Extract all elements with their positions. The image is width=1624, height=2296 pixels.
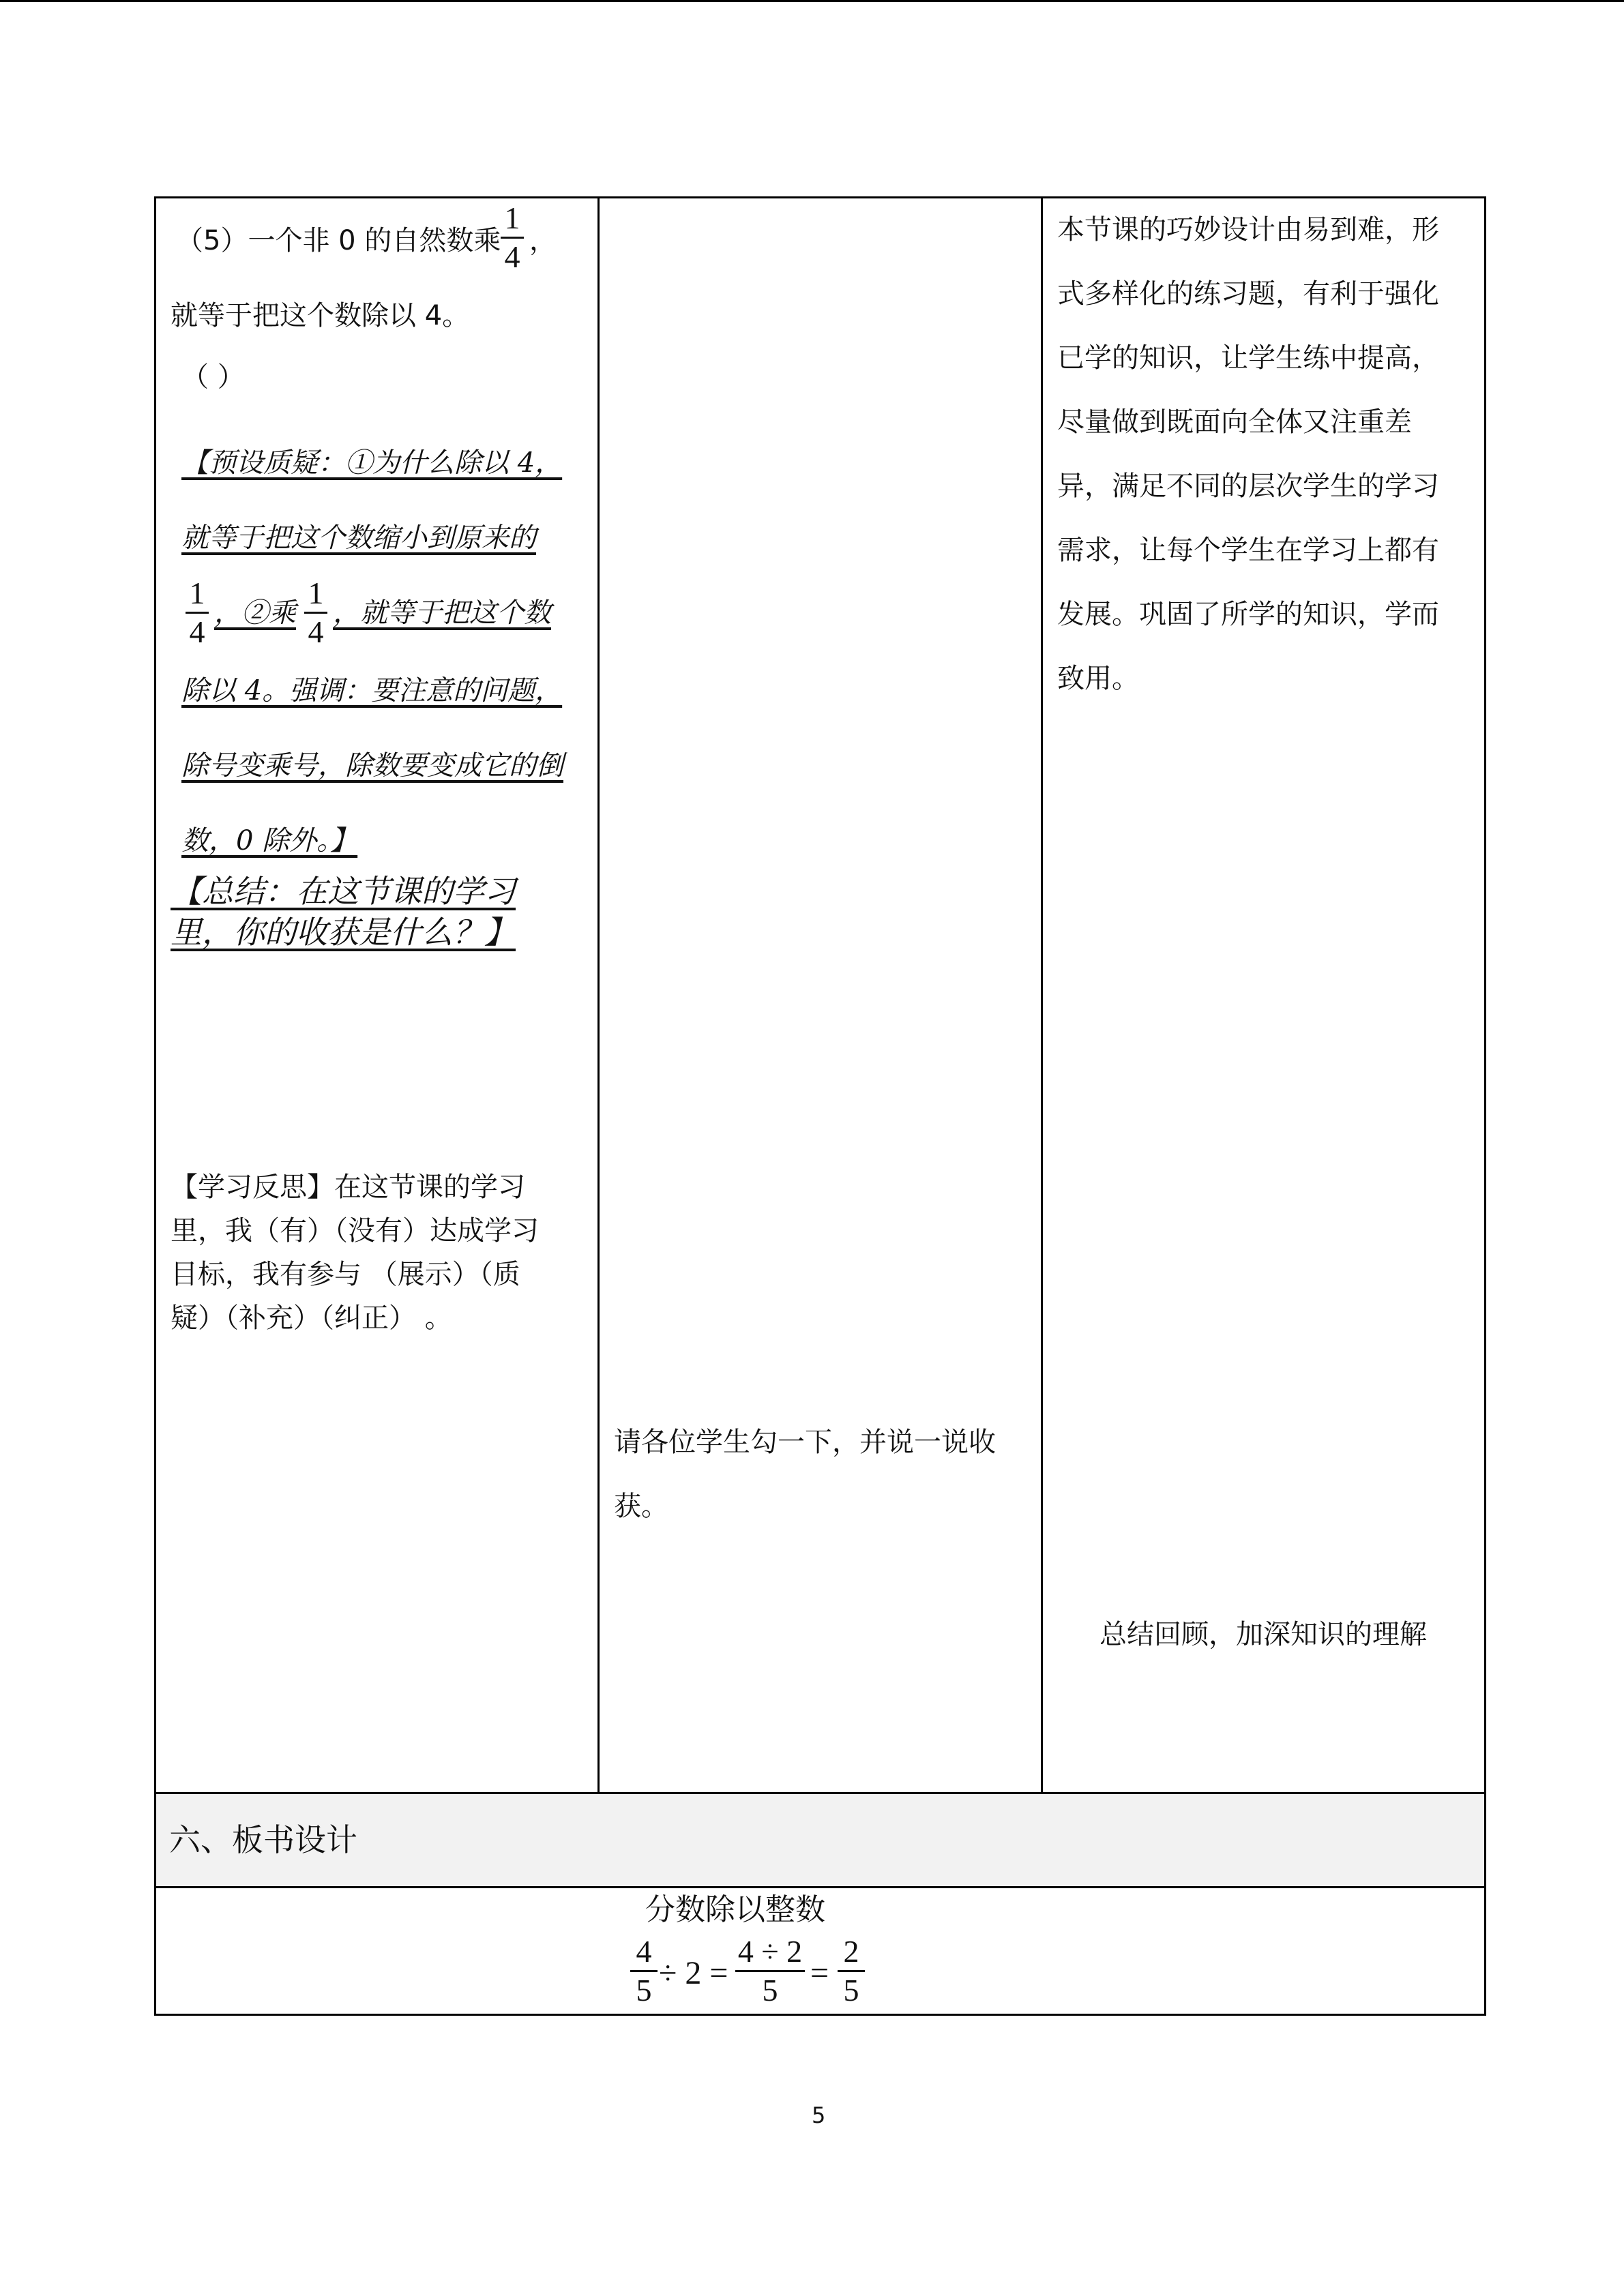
fraction-one-quarter bbox=[501, 202, 524, 273]
question-line-2: 就等于把这个数缩小到原来的 bbox=[181, 522, 536, 554]
design-note-line-6: 需求，让每个学生在学习上都有 bbox=[1057, 535, 1439, 566]
fraction-bar bbox=[630, 1970, 658, 1972]
reflection-line-3: 目标，我有参与 （展示）（质 bbox=[171, 1259, 520, 1290]
reflection-line-2: 里，我（有）（没有）达成学习 bbox=[171, 1215, 539, 1247]
fraction-bar bbox=[735, 1970, 805, 1972]
fraction-denominator: 5 bbox=[636, 1973, 652, 2008]
item5-line2: 就等于把这个数除以 4。 bbox=[171, 300, 470, 331]
fraction-denominator: 4 bbox=[189, 614, 205, 649]
table-row-divider-1 bbox=[154, 1792, 1486, 1794]
design-note-line-7: 发展。巩固了所学的知识，学而 bbox=[1057, 599, 1439, 630]
question-line-1: 【预设质疑：①为什么除以 4， bbox=[181, 447, 563, 479]
fraction-numerator: 1 bbox=[504, 200, 520, 235]
summary-line-1: 【总结：在这节课的学习 bbox=[171, 873, 516, 910]
fraction-numerator: 1 bbox=[189, 576, 205, 610]
question-line-4: 除以 4。强调：要注意的问题， bbox=[181, 675, 563, 706]
question-line-3-mid: ，②乘 bbox=[214, 597, 296, 629]
design-note-line-8: 致用。 bbox=[1057, 663, 1139, 694]
board-operator-1: ÷ 2 = bbox=[659, 1955, 728, 1991]
question-line-6: 数，0 除外。】 bbox=[181, 825, 358, 856]
fraction-bar bbox=[304, 612, 327, 614]
design-note-line-5: 异，满足不同的层次学生的学习 bbox=[1057, 471, 1439, 502]
design-note-line-3: 已学的知识，让学生练中提高， bbox=[1057, 342, 1439, 374]
page-top-border bbox=[0, 0, 1624, 2]
fraction-denominator: 5 bbox=[843, 1973, 859, 2008]
fraction-numerator: 2 bbox=[843, 1934, 859, 1969]
table-border-top bbox=[154, 196, 1486, 198]
question-line-5: 除号变乘号，除数要变成它的倒 bbox=[181, 750, 563, 781]
fraction-denominator: 4 bbox=[308, 614, 324, 649]
fraction-denominator: 4 bbox=[504, 239, 520, 274]
col2-line-1: 请各位学生勾一下，并说一说收 bbox=[614, 1427, 996, 1458]
fraction-one-quarter-b bbox=[304, 577, 327, 648]
fraction-denominator: 5 bbox=[762, 1973, 778, 2008]
design-note-line-1: 本节课的巧妙设计由易到难，形 bbox=[1057, 214, 1439, 245]
board-fraction-a bbox=[630, 1935, 658, 2007]
board-title: 分数除以整数 bbox=[645, 1892, 825, 1927]
fraction-one-quarter-a bbox=[186, 577, 209, 648]
question-line-3-end: ，就等于把这个数 bbox=[333, 597, 551, 629]
fraction-bar bbox=[838, 1970, 865, 1972]
design-note-line-4: 尽量做到既面向全体又注重差 bbox=[1057, 406, 1412, 438]
summary-line-2: 里，你的收获是什么？】 bbox=[171, 914, 516, 951]
fraction-numerator: 4 ÷ 2 bbox=[737, 1934, 803, 1969]
page-number: 5 bbox=[812, 2102, 826, 2128]
table-col-divider-2 bbox=[1041, 196, 1043, 1793]
fraction-numerator: 4 bbox=[636, 1934, 652, 1969]
table-row-divider-2 bbox=[154, 1886, 1486, 1888]
reflection-line-4: 疑）（补充）（纠正） 。 bbox=[171, 1302, 452, 1334]
table-border-right bbox=[1484, 196, 1486, 2016]
design-note-line-2: 式多样化的练习题，有利于强化 bbox=[1057, 278, 1439, 310]
board-fraction-b bbox=[735, 1935, 805, 2007]
table-border-bottom bbox=[154, 2014, 1486, 2016]
board-fraction-c bbox=[838, 1935, 865, 2007]
reflection-line-1: 【学习反思】在这节课的学习 bbox=[171, 1172, 525, 1203]
item5-suffix: ， bbox=[529, 225, 557, 256]
table-col-divider-1 bbox=[597, 196, 600, 1793]
fraction-bar bbox=[501, 237, 524, 239]
fraction-bar bbox=[186, 612, 209, 614]
board-operator-2: = bbox=[810, 1955, 829, 1991]
item5-prefix: （5）一个非 0 的自然数乘 bbox=[176, 225, 501, 256]
answer-blank: （ ） bbox=[181, 361, 245, 393]
col3-summary: 总结回顾，加深知识的理解 bbox=[1099, 1619, 1427, 1650]
section-heading: 六、板书设计 bbox=[169, 1821, 357, 1858]
fraction-numerator: 1 bbox=[308, 576, 324, 610]
table-border-left bbox=[154, 196, 156, 2016]
col2-line-2: 获。 bbox=[614, 1491, 668, 1522]
